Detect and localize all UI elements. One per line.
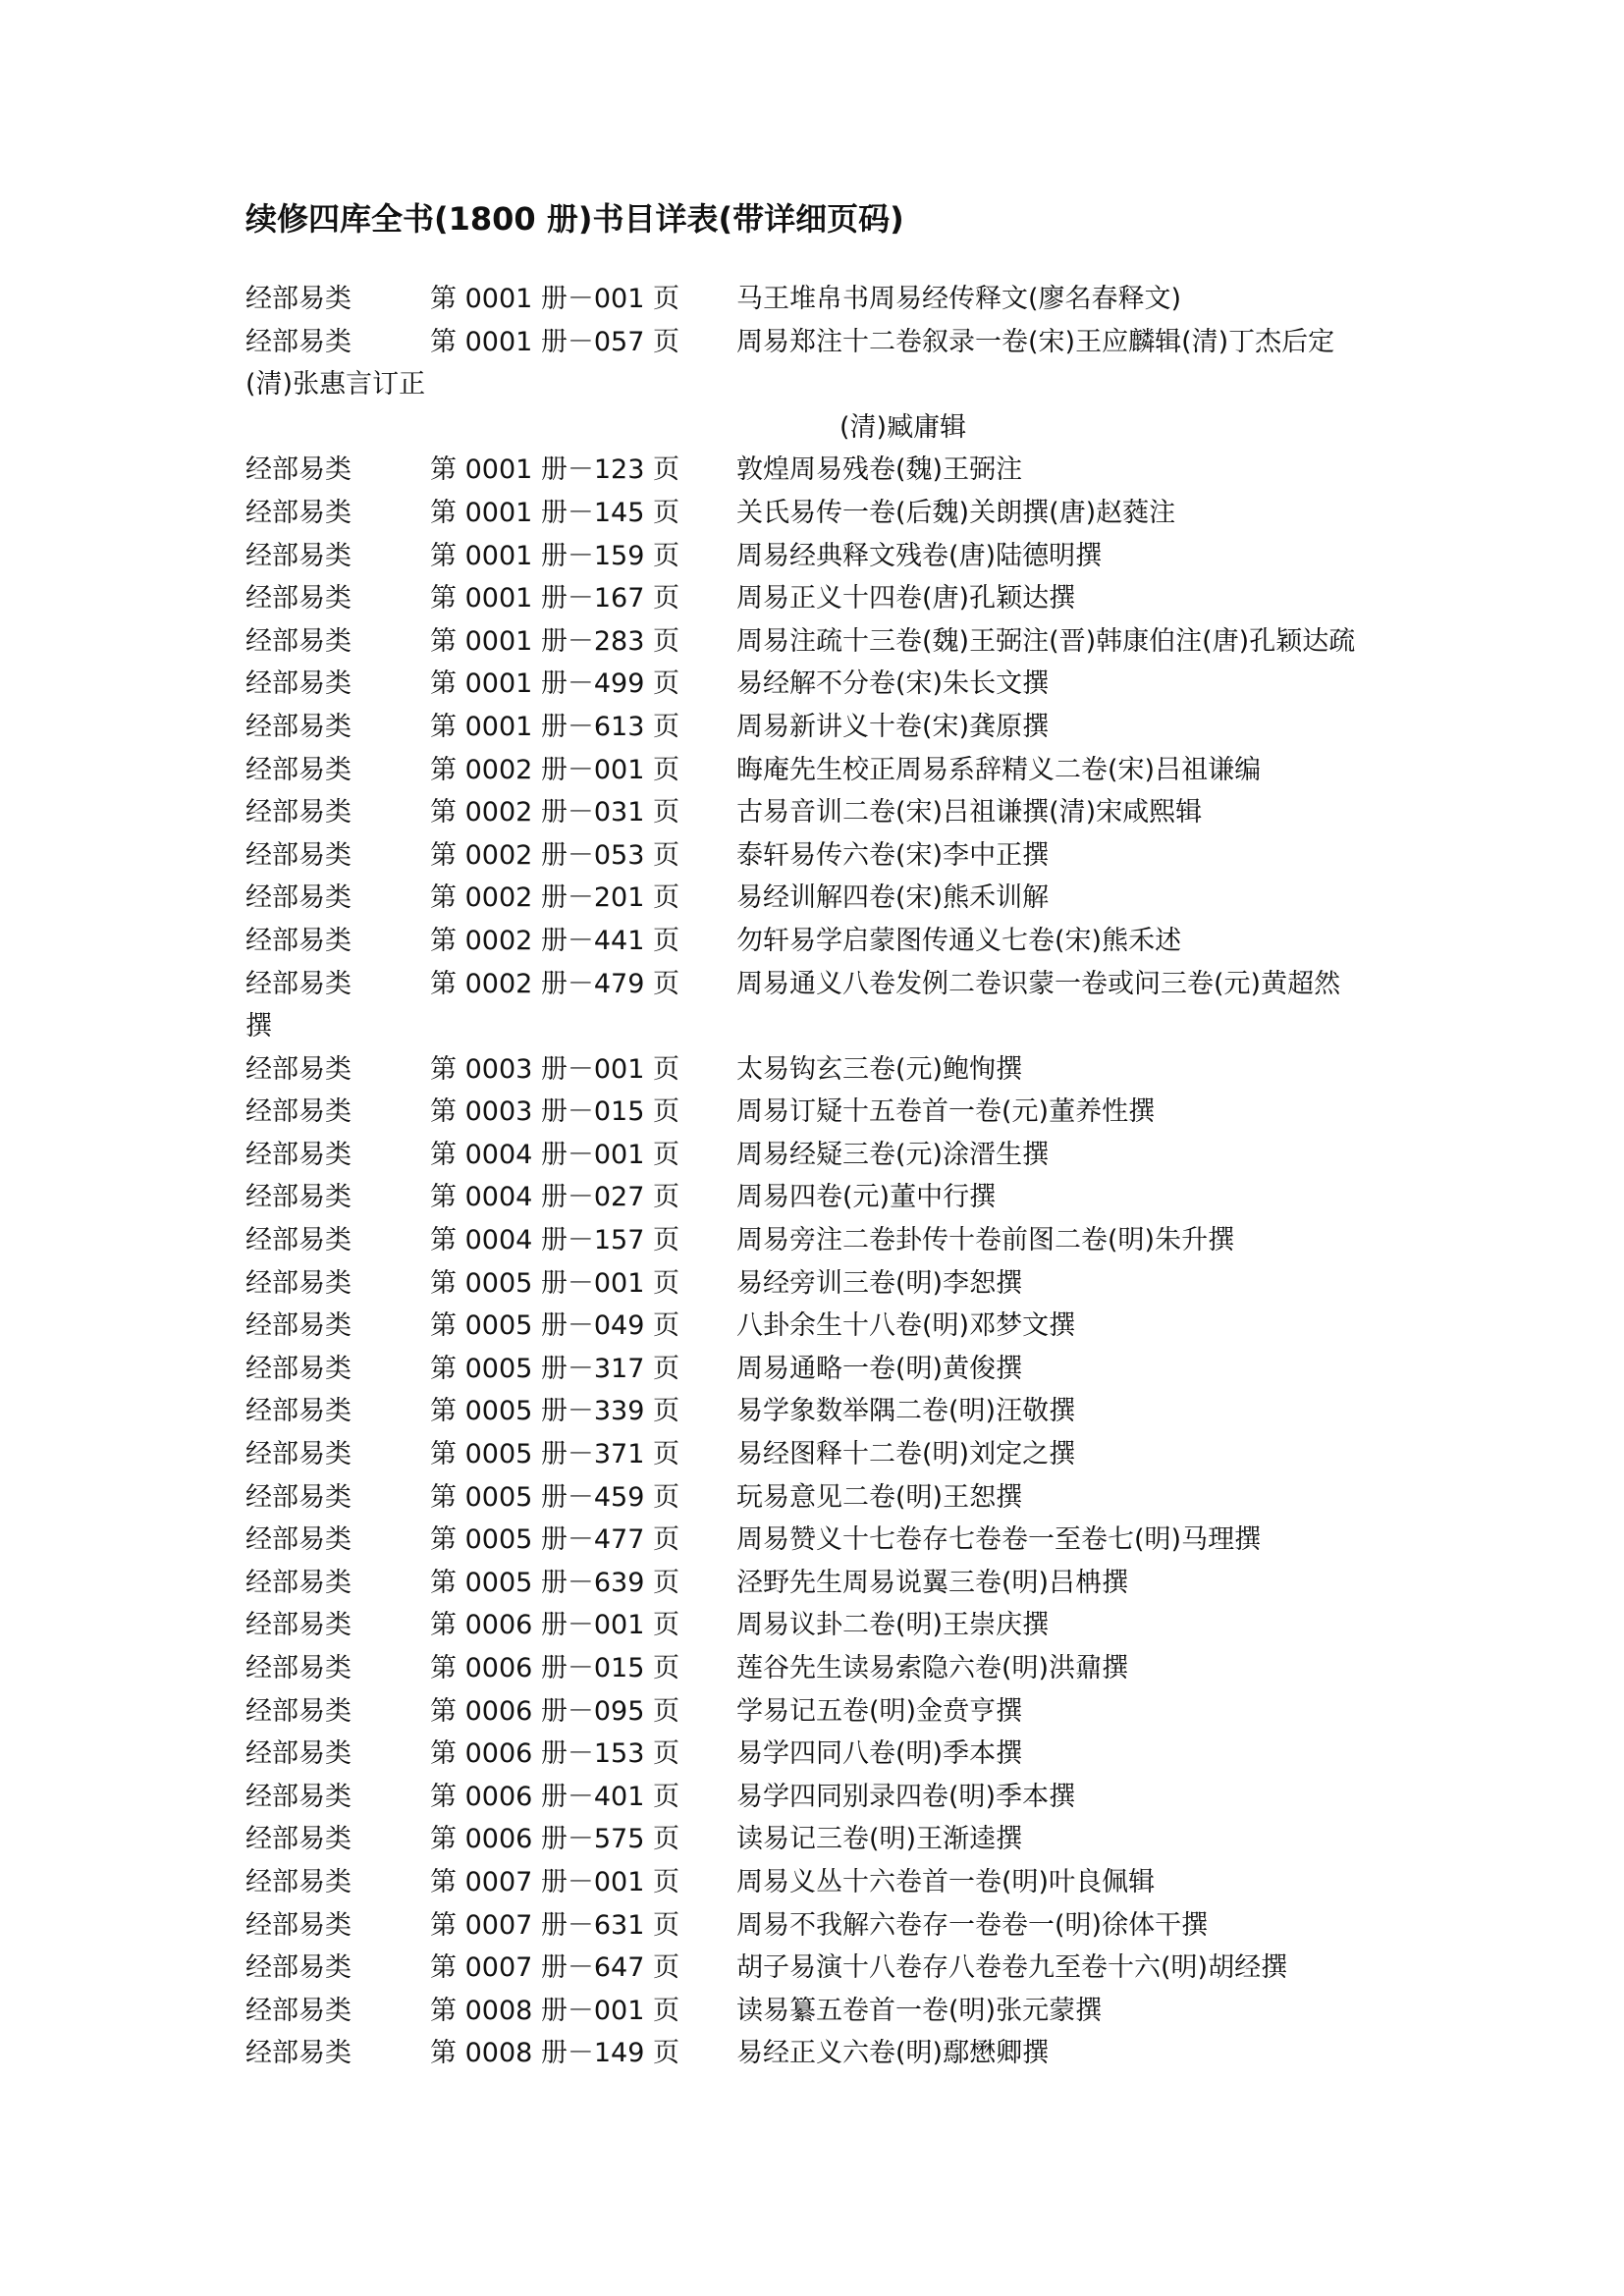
volume-page-cell: 第 0005 册－459 页 — [430, 1481, 679, 1513]
list-item — [245, 1091, 1404, 1134]
book-title-cell: 泰轩易传六卷(宋)李中正撰 — [736, 839, 1050, 871]
list-item — [245, 1048, 1404, 1092]
list-item — [245, 1305, 1404, 1348]
list-item — [245, 1519, 1404, 1562]
volume-page-cell: 第 0006 册－153 页 — [430, 1738, 679, 1770]
volume-page-cell: 第 0001 册－001 页 — [430, 284, 679, 314]
volume-page-cell: 第 0005 册－317 页 — [430, 1353, 679, 1384]
list-item — [245, 1348, 1404, 1391]
category-cell: 经部易类 — [245, 1952, 352, 1984]
volume-page-cell: 第 0002 册－031 页 — [430, 797, 679, 828]
continuation-text: (清)张惠言订正 — [245, 369, 426, 400]
list-item — [245, 706, 1404, 749]
list-item — [245, 2032, 1404, 2075]
list-item — [245, 321, 1404, 364]
book-title-cell: 周易不我解六卷存一卷卷一(明)徐体干撰 — [736, 1909, 1209, 1941]
category-cell: 经部易类 — [245, 882, 352, 914]
book-title-cell: 周易通义八卷发例二卷识蒙一卷或问三卷(元)黄超然 — [736, 968, 1341, 999]
category-cell: 经部易类 — [245, 497, 352, 528]
list-item — [245, 492, 1404, 535]
list-item-continuation — [245, 363, 1404, 406]
book-title-cell: 读易记三卷(明)王渐逵撰 — [736, 1824, 1023, 1855]
book-title-cell: 周易义丛十六卷首一卷(明)叶良佩辑 — [736, 1866, 1156, 1897]
book-title-cell: 易经正义六卷(明)鄢懋卿撰 — [736, 2038, 1050, 2069]
page-title: 续修四库全书(1800 册)书目详表(带详细页码) — [245, 200, 904, 238]
category-cell: 经部易类 — [245, 1781, 352, 1812]
volume-page-cell: 第 0006 册－575 页 — [430, 1824, 679, 1855]
category-cell: 经部易类 — [245, 1053, 352, 1085]
category-cell: 经部易类 — [245, 540, 352, 571]
category-cell: 经部易类 — [245, 1824, 352, 1855]
book-title-cell: 泾野先生周易说翼三卷(明)吕柟撰 — [736, 1567, 1129, 1598]
list-item — [245, 1690, 1404, 1734]
list-item — [245, 1476, 1404, 1520]
list-item — [245, 920, 1404, 963]
category-cell: 经部易类 — [245, 797, 352, 828]
volume-page-cell: 第 0004 册－027 页 — [430, 1182, 679, 1213]
volume-page-cell: 第 0001 册－057 页 — [430, 326, 679, 357]
continuation-text: 撰 — [245, 1011, 272, 1042]
list-item — [245, 1776, 1404, 1819]
book-title-cell: 周易经疑三卷(元)涂溍生撰 — [736, 1139, 1050, 1170]
book-title-cell: 周易四卷(元)董中行撰 — [736, 1182, 997, 1213]
list-item — [245, 1262, 1404, 1306]
list-item — [245, 663, 1404, 706]
category-cell: 经部易类 — [245, 1524, 352, 1556]
volume-page-cell: 第 0002 册－441 页 — [430, 925, 679, 956]
book-title-cell: 周易旁注二卷卦传十卷前图二卷(明)朱升撰 — [736, 1225, 1235, 1256]
volume-page-cell: 第 0006 册－401 页 — [430, 1781, 679, 1812]
category-cell: 经部易类 — [245, 1439, 352, 1470]
volume-page-cell: 第 0005 册－371 页 — [430, 1439, 679, 1470]
list-item — [245, 620, 1404, 664]
book-title-cell: 周易赞义十七卷存七卷卷一至卷七(明)马理撰 — [736, 1524, 1262, 1556]
volume-page-cell: 第 0001 册－499 页 — [430, 668, 679, 700]
list-item — [245, 1176, 1404, 1219]
category-cell: 经部易类 — [245, 754, 352, 785]
volume-page-cell: 第 0002 册－001 页 — [430, 754, 679, 785]
volume-page-cell: 第 0004 册－001 页 — [430, 1139, 679, 1170]
book-title-cell: 周易经典释文残卷(唐)陆德明撰 — [736, 540, 1103, 571]
volume-page-cell: 第 0001 册－167 页 — [430, 583, 679, 614]
book-title-cell: 易学四同八卷(明)季本撰 — [736, 1738, 1023, 1770]
category-cell: 经部易类 — [245, 1267, 352, 1299]
category-cell: 经部易类 — [245, 668, 352, 700]
volume-page-cell: 第 0008 册－149 页 — [430, 2038, 679, 2069]
category-cell: 经部易类 — [245, 1481, 352, 1513]
book-title-cell: 易经图释十二卷(明)刘定之撰 — [736, 1439, 1076, 1470]
book-title-cell: 八卦余生十八卷(明)邓梦文撰 — [736, 1310, 1076, 1342]
list-item — [245, 1134, 1404, 1177]
list-item — [245, 1647, 1404, 1690]
book-title-cell: 周易新讲义十卷(宋)龚原撰 — [736, 711, 1050, 742]
volume-page-cell: 第 0005 册－049 页 — [430, 1310, 679, 1342]
list-item — [245, 963, 1404, 1006]
catalog-list — [245, 278, 1404, 2075]
book-title-cell: 周易通略一卷(明)黄俊撰 — [736, 1353, 1023, 1384]
list-item — [245, 1562, 1404, 1605]
category-cell: 经部易类 — [245, 1225, 352, 1256]
volume-page-cell: 第 0005 册－477 页 — [430, 1524, 679, 1556]
category-cell: 经部易类 — [245, 284, 352, 314]
category-cell: 经部易类 — [245, 1995, 352, 2026]
volume-page-cell: 第 0003 册－001 页 — [430, 1053, 679, 1085]
category-cell: 经部易类 — [245, 583, 352, 614]
list-item — [245, 577, 1404, 620]
book-title-cell: 易经训解四卷(宋)熊禾训解 — [736, 882, 1050, 914]
category-cell: 经部易类 — [245, 711, 352, 742]
list-item — [245, 1861, 1404, 1904]
book-title-cell: 勿轩易学启蒙图传通义七卷(宋)熊禾述 — [736, 925, 1182, 956]
category-cell: 经部易类 — [245, 1096, 352, 1128]
book-title-cell: 玩易意见二卷(明)王恕撰 — [736, 1481, 1023, 1513]
list-item — [245, 834, 1404, 878]
volume-page-cell: 第 0006 册－095 页 — [430, 1695, 679, 1727]
volume-page-cell: 第 0001 册－613 页 — [430, 711, 679, 742]
book-title-cell: 莲谷先生读易索隐六卷(明)洪鼐撰 — [736, 1653, 1129, 1683]
list-item — [245, 1219, 1404, 1262]
volume-page-cell: 第 0002 册－201 页 — [430, 882, 679, 914]
category-cell: 经部易类 — [245, 625, 352, 657]
volume-page-cell: 第 0007 册－631 页 — [430, 1909, 679, 1941]
category-cell: 经部易类 — [245, 1396, 352, 1427]
book-title-cell: 易学四同别录四卷(明)季本撰 — [736, 1781, 1076, 1812]
category-cell: 经部易类 — [245, 1866, 352, 1897]
list-item — [245, 535, 1404, 578]
book-title-cell: 易经解不分卷(宋)朱长文撰 — [736, 668, 1050, 700]
continuation-text: (清)臧庸辑 — [839, 411, 967, 443]
category-cell: 经部易类 — [245, 454, 352, 486]
category-cell: 经部易类 — [245, 1738, 352, 1770]
list-item — [245, 1390, 1404, 1433]
list-item — [245, 1990, 1404, 2033]
list-item — [245, 278, 1404, 321]
book-title-cell: 古易音训二卷(宋)吕祖谦撰(清)宋咸熙辑 — [736, 797, 1203, 828]
category-cell: 经部易类 — [245, 1909, 352, 1941]
book-title-cell: 马王堆帛书周易经传释文(廖名春释文) — [736, 284, 1182, 314]
category-cell: 经部易类 — [245, 1695, 352, 1727]
volume-page-cell: 第 0001 册－283 页 — [430, 625, 679, 657]
list-item — [245, 749, 1404, 792]
list-item — [245, 1433, 1404, 1476]
book-title-cell: 周易正义十四卷(唐)孔颖达撰 — [736, 583, 1076, 614]
list-item — [245, 1733, 1404, 1776]
book-title-cell: 晦庵先生校正周易系辞精义二卷(宋)吕祖谦编 — [736, 754, 1262, 785]
volume-page-cell: 第 0005 册－639 页 — [430, 1567, 679, 1598]
volume-page-cell: 第 0001 册－159 页 — [430, 540, 679, 571]
category-cell: 经部易类 — [245, 839, 352, 871]
list-item — [245, 1904, 1404, 1948]
volume-page-cell: 第 0008 册－001 页 — [430, 1995, 679, 2026]
category-cell: 经部易类 — [245, 925, 352, 956]
category-cell: 经部易类 — [245, 326, 352, 357]
volume-page-cell: 第 0006 册－015 页 — [430, 1653, 679, 1683]
book-title-cell: 周易订疑十五卷首一卷(元)董养性撰 — [736, 1096, 1156, 1128]
list-item — [245, 877, 1404, 920]
volume-page-cell: 第 0003 册－015 页 — [430, 1096, 679, 1128]
volume-page-cell: 第 0006 册－001 页 — [430, 1610, 679, 1641]
book-title-cell: 周易注疏十三卷(魏)王弼注(晋)韩康伯注(唐)孔颖达疏 — [736, 625, 1356, 657]
volume-page-cell: 第 0001 册－145 页 — [430, 497, 679, 528]
category-cell: 经部易类 — [245, 1567, 352, 1598]
book-title-cell: 敦煌周易残卷(魏)王弼注 — [736, 454, 1023, 486]
book-title-cell: 周易议卦二卷(明)王崇庆撰 — [736, 1610, 1050, 1641]
category-cell: 经部易类 — [245, 1653, 352, 1683]
volume-page-cell: 第 0004 册－157 页 — [430, 1225, 679, 1256]
volume-page-cell: 第 0001 册－123 页 — [430, 454, 679, 486]
category-cell: 经部易类 — [245, 1139, 352, 1170]
category-cell: 经部易类 — [245, 1310, 352, 1342]
book-title-cell: 读易纂五卷首一卷(明)张元蒙撰 — [736, 1995, 1103, 2026]
book-title-cell: 太易钩玄三卷(元)鲍恂撰 — [736, 1053, 1023, 1085]
category-cell: 经部易类 — [245, 2038, 352, 2069]
category-cell: 经部易类 — [245, 1353, 352, 1384]
list-item — [245, 449, 1404, 492]
volume-page-cell: 第 0007 册－001 页 — [430, 1866, 679, 1897]
volume-page-cell: 第 0007 册－647 页 — [430, 1952, 679, 1984]
book-title-cell: 周易郑注十二卷叙录一卷(宋)王应麟辑(清)丁杰后定 — [736, 326, 1335, 357]
list-item — [245, 1604, 1404, 1647]
list-item — [245, 1947, 1404, 1990]
list-item — [245, 791, 1404, 834]
book-title-cell: 胡子易演十八卷存八卷卷九至卷十六(明)胡经撰 — [736, 1952, 1288, 1984]
category-cell: 经部易类 — [245, 1182, 352, 1213]
book-title-cell: 易学象数举隅二卷(明)汪敬撰 — [736, 1396, 1076, 1427]
book-title-cell: 学易记五卷(明)金贲亨撰 — [736, 1695, 1023, 1727]
list-item-continuation — [245, 406, 1404, 450]
volume-page-cell: 第 0005 册－001 页 — [430, 1267, 679, 1299]
book-title-cell: 关氏易传一卷(后魏)关朗撰(唐)赵蕤注 — [736, 497, 1176, 528]
category-cell: 经部易类 — [245, 1610, 352, 1641]
list-item — [245, 1818, 1404, 1861]
book-title-cell: 易经旁训三卷(明)李恕撰 — [736, 1267, 1023, 1299]
volume-page-cell: 第 0005 册－339 页 — [430, 1396, 679, 1427]
category-cell: 经部易类 — [245, 968, 352, 999]
volume-page-cell: 第 0002 册－479 页 — [430, 968, 679, 999]
list-item-continuation — [245, 1005, 1404, 1048]
volume-page-cell: 第 0002 册－053 页 — [430, 839, 679, 871]
